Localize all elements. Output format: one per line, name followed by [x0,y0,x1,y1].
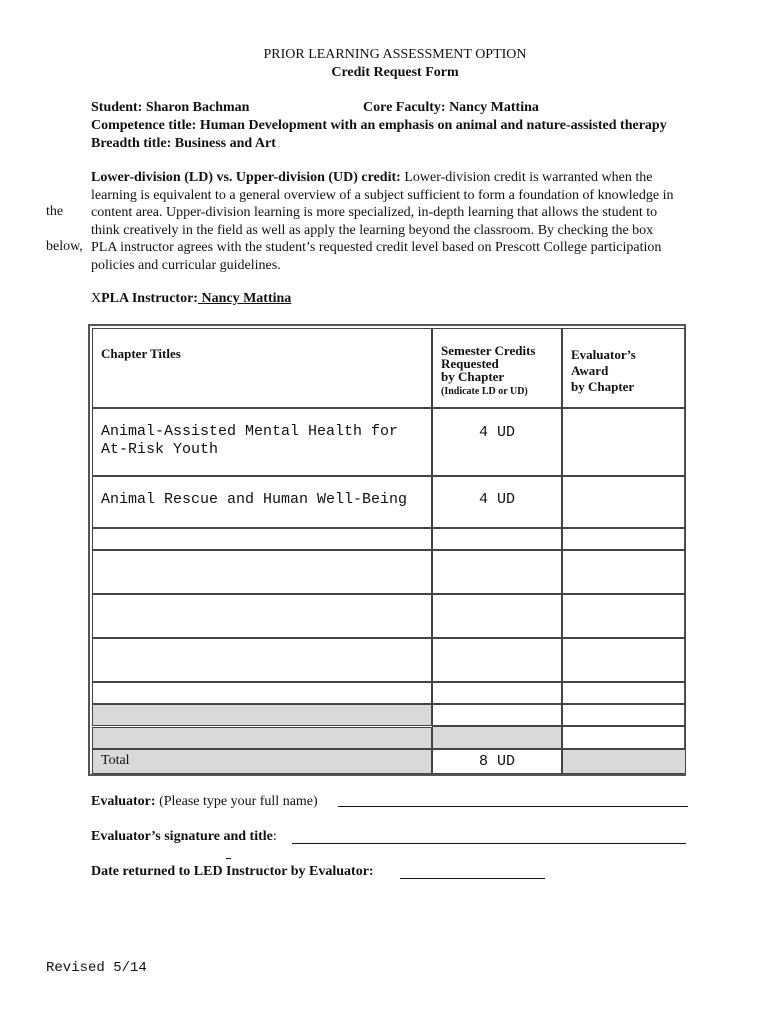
competence-label: Competence title: [91,118,197,133]
table-row-6-title[interactable] [92,638,432,682]
instructor-label: PLA Instructor: [101,291,198,306]
date-field[interactable] [400,878,545,879]
table-row-4-title[interactable] [92,550,432,594]
header-evaluator-award [562,328,686,408]
margin-word-below: below, [46,239,83,254]
table-row-1-award[interactable] [562,408,686,476]
instructor-line [91,291,291,307]
explanation-line-6: policies and curricular guidelines. [91,257,281,273]
faculty-name: Nancy Mattina [449,100,539,115]
table-row-5-credits[interactable] [432,594,562,638]
header-award-line-1: Evaluator’s [571,347,636,362]
table-row-3-award[interactable] [562,528,686,550]
table-row-8-title-shaded [92,704,432,726]
table-row-1-title [92,408,432,476]
row-1-title-line-1: Animal-Assisted Mental Health for [101,423,399,440]
breadth-value: Business and Art [174,136,276,151]
table-row-4-award[interactable] [562,550,686,594]
table-row-2-credits [432,476,562,528]
evaluator-name-line [91,794,318,810]
evaluator-label: Evaluator: [91,794,156,809]
explanation-line-5: PLA instructor agrees with the student’s requested credit level based on Prescott College participation [91,240,662,256]
header-credits-line-1: Semester Credits [441,343,536,358]
total-award-cell-shaded [562,749,686,774]
signature-line [91,829,277,845]
signature-label: Evaluator’s signature and title [91,829,273,844]
date-label: Date returned to LED Instructor by Evaluator: [91,864,374,879]
student-name: Sharon Bachman [145,100,250,115]
table-row-3-credits[interactable] [432,528,562,550]
stray-mark [226,858,231,859]
faculty-line [363,100,539,116]
instructor-name: Nancy Mattina [197,291,292,306]
table-row-2-award[interactable] [562,476,686,528]
credit-explanation [91,169,725,275]
table-row-5-title[interactable] [92,594,432,638]
form-subheading: Credit Request Form [331,65,459,80]
header-award-line-3: by Chapter [571,379,635,394]
row-1-credits-value: 4 UD [478,424,515,441]
header-chapter-titles [92,328,432,408]
table-row-9-title-shaded [92,727,432,749]
row-2-credits-value: 4 UD [478,491,515,508]
table-row-2-title [92,476,432,528]
student-label: Student: [91,100,143,115]
faculty-label: Core Faculty: [363,100,446,115]
table-row-6-credits[interactable] [432,638,562,682]
form-heading: PRIOR LEARNING ASSESSMENT OPTION [263,47,527,62]
date-line [91,864,374,880]
explanation-line-3: content area. Upper-division learning is more specialized, in-depth learning that allows the student to [91,205,658,221]
row-2-title-line-1: Animal Rescue and Human Well-Being [101,491,408,508]
header-credits-line-3: by Chapter [441,369,505,384]
signature-colon: : [272,829,277,844]
table-row-8-award[interactable] [562,704,686,726]
explanation-text-1: Lower-division credit is warranted when the [404,170,653,185]
header-credits-line-2: Requested [441,356,499,371]
competence-value: Human Development with an emphasis on animal and nature-assisted therapy [199,118,667,133]
table-row-5-award[interactable] [562,594,686,638]
header-chapter-titles-text: Chapter Titles [101,346,181,361]
table-row-9-credits-shaded [432,726,562,749]
total-label: Total [101,753,130,768]
margin-word-the: the [46,204,64,219]
student-line [91,100,249,116]
evaluator-hint: (Please type your full name) [159,794,318,809]
explanation-line-2: learning is equivalent to a general overview of a subject sufficient to form a foundation of knowledge in [91,187,674,203]
table-row-7-title[interactable] [92,682,432,704]
header-award-line-2: Award [571,363,609,378]
total-credits-value: 8 UD [478,753,515,770]
header-credits-requested [432,328,562,408]
evaluator-name-field[interactable] [338,806,688,807]
table-row-8-credits[interactable] [432,704,562,726]
row-1-title-line-2: At-Risk Youth [101,441,219,458]
explanation-line-4: think creatively in the field as well as apply the learning beyond the classroom. By checking the box [91,222,654,238]
table-row-7-award[interactable] [562,682,686,704]
total-label-cell [92,749,432,774]
table-row-6-award[interactable] [562,638,686,682]
instructor-check-mark: X [91,291,102,306]
signature-field[interactable] [292,843,686,844]
table-row-1-credits [432,408,562,476]
revision-note: Revised 5/14 [46,960,147,976]
header-credits-note: (Indicate LD or UD) [441,386,528,397]
competence-line [91,118,667,134]
credit-table [88,324,686,776]
table-row-3-title[interactable] [92,528,432,550]
table-row-4-credits[interactable] [432,550,562,594]
explanation-lead: Lower-division (LD) vs. Upper-division (UD) credit: [91,170,401,185]
total-credits-cell [432,749,562,774]
table-row-7-credits[interactable] [432,682,562,704]
table-row-9-award[interactable] [562,726,686,749]
breadth-line [91,136,276,152]
explanation-line-1 [91,169,725,187]
breadth-label: Breadth title: [91,136,172,151]
